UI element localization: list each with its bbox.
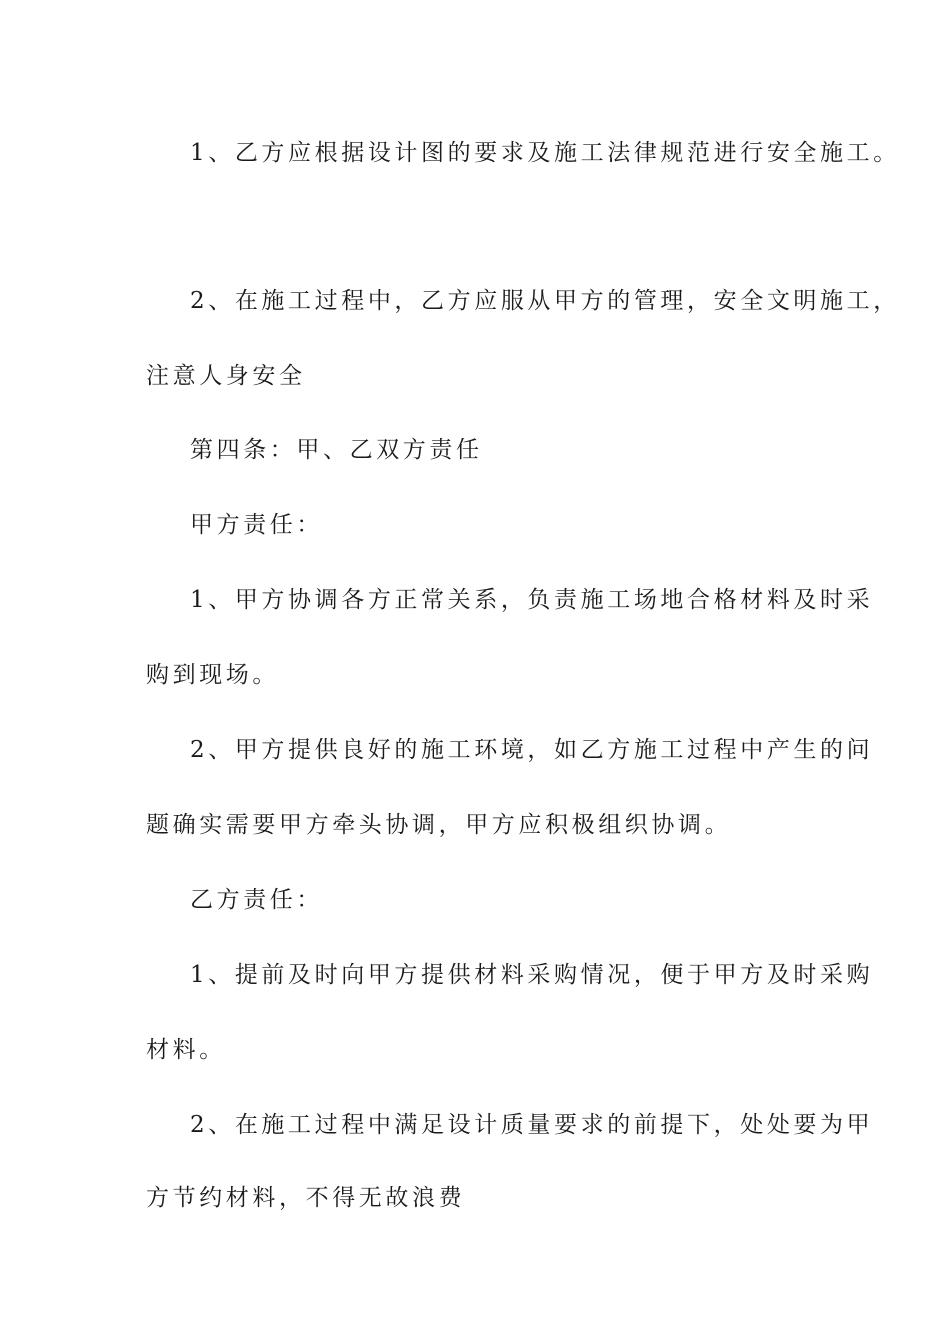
party-a-item-2-cont: 题确实需要甲方牵头协调，甲方应积极组织协调。	[146, 812, 732, 838]
party-b-item-1-cont: 材料。	[146, 1037, 226, 1063]
party-b-item-1: 1、提前及时向甲方提供材料采购情况，便于甲方及时采购	[190, 962, 874, 988]
clause-yi-obey-management: 2、在施工过程中，乙方应服从甲方的管理，安全文明施工，	[190, 288, 900, 314]
party-b-responsibilities-heading: 乙方责任：	[190, 887, 323, 913]
party-a-item-2: 2、甲方提供良好的施工环境，如乙方施工过程中产生的问	[190, 737, 874, 763]
clause-yi-obey-management-cont: 注意人身安全	[146, 363, 306, 389]
party-a-item-1: 1、甲方协调各方正常关系，负责施工场地合格材料及时采	[190, 587, 874, 613]
party-b-item-2-cont: 方节约材料，不得无故浪费	[146, 1185, 466, 1211]
party-b-item-2: 2、在施工过程中满足设计质量要求的前提下，处处要为甲	[190, 1112, 874, 1138]
party-a-item-1-cont: 购到现场。	[146, 662, 279, 688]
clause-yi-safe-construction: 1、乙方应根据设计图的要求及施工法律规范进行安全施工。	[190, 140, 900, 166]
article-four-heading: 第四条：甲、乙双方责任	[190, 437, 483, 463]
party-a-responsibilities-heading: 甲方责任：	[190, 512, 323, 538]
